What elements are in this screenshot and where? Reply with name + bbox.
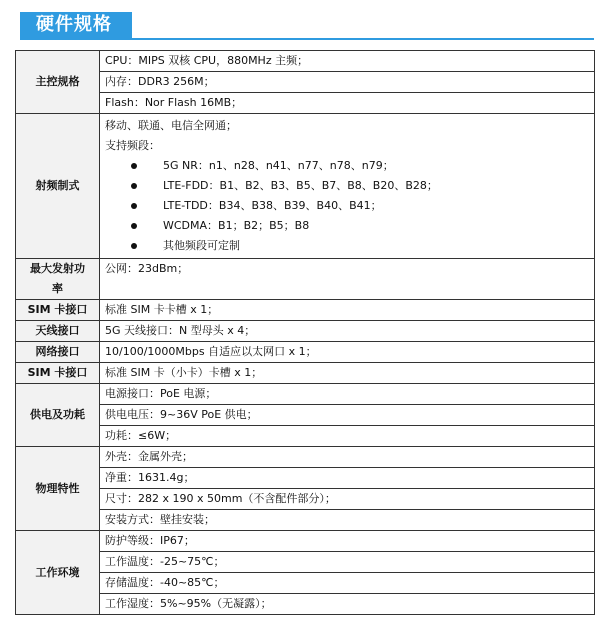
spec-value: 尺寸：282 x 190 x 50mm（不含配件部分）； xyxy=(100,489,595,510)
spec-value: 安装方式：壁挂安装； xyxy=(100,510,595,531)
row-label-env: 工作环境 xyxy=(16,531,100,615)
spec-value: 电源接口：PoE 电源； xyxy=(100,384,595,405)
spec-value: Flash：Nor Flash 16MB； xyxy=(100,93,595,114)
table-row xyxy=(16,573,595,594)
bullet-icon xyxy=(131,203,137,209)
row-label-rf: 射频制式 xyxy=(16,114,100,259)
spec-value: 外壳：金属外壳； xyxy=(100,447,595,468)
spec-value: 内存：DDR3 256M； xyxy=(100,72,595,93)
spec-value: 工作湿度：5%~95%（无凝露）； xyxy=(100,594,595,615)
spec-value: 功耗：≤6W； xyxy=(100,426,595,447)
list-item xyxy=(105,216,589,236)
table-row xyxy=(16,405,595,426)
spec-value: 10/100/1000Mbps 自适应以太网口 x 1； xyxy=(100,342,595,363)
header-underline xyxy=(20,38,594,40)
row-label-physical: 物理特性 xyxy=(16,447,100,531)
band-text: 5G NR：n1、n28、n41、n77、n78、n79； xyxy=(163,159,394,172)
row-label-sim1: SIM 卡接口 xyxy=(16,300,100,321)
rf-cell xyxy=(100,114,595,259)
band-text: LTE-TDD：B34、B38、B39、B40、B41； xyxy=(163,199,382,212)
table-row xyxy=(16,342,595,363)
row-label-sim2: SIM 卡接口 xyxy=(16,363,100,384)
rf-intro: 移动、联通、电信全网通； xyxy=(105,119,237,132)
spec-value: 存储温度：-40~85℃； xyxy=(100,573,595,594)
bullet-icon xyxy=(131,243,137,249)
section-title: 硬件规格 xyxy=(20,12,132,38)
table-row xyxy=(16,51,595,72)
row-label-network: 网络接口 xyxy=(16,342,100,363)
spec-table xyxy=(15,50,595,615)
table-row xyxy=(16,489,595,510)
table-row xyxy=(16,93,595,114)
table-row xyxy=(16,114,595,259)
list-item xyxy=(105,176,589,196)
spec-value: 标准 SIM 卡（小卡）卡槽 x 1； xyxy=(100,363,595,384)
table-row xyxy=(16,72,595,93)
table-row xyxy=(16,447,595,468)
table-row xyxy=(16,510,595,531)
spec-value: 5G 天线接口：N 型母头 x 4； xyxy=(100,321,595,342)
table-row xyxy=(16,531,595,552)
table-row xyxy=(16,363,595,384)
spec-value: CPU：MIPS 双核 CPU，880MHz 主频； xyxy=(100,51,595,72)
bullet-icon xyxy=(131,223,137,229)
bullet-icon xyxy=(131,183,137,189)
row-label-main: 主控规格 xyxy=(16,51,100,114)
table-row xyxy=(16,321,595,342)
spec-value: 防护等级：IP67； xyxy=(100,531,595,552)
table-row xyxy=(16,300,595,321)
list-item xyxy=(105,156,589,176)
rf-bands-title: 支持频段： xyxy=(105,139,160,152)
spec-value: 净重：1631.4g； xyxy=(100,468,595,489)
table-row xyxy=(16,468,595,489)
row-label-antenna: 天线接口 xyxy=(16,321,100,342)
band-text: WCDMA：B1；B2；B5；B8 xyxy=(163,219,310,232)
section-header xyxy=(20,12,132,38)
band-text: 其他频段可定制 xyxy=(163,239,240,252)
spec-value: 公网：23dBm； xyxy=(100,259,595,300)
table-row xyxy=(16,426,595,447)
band-text: LTE-FDD：B1、B2、B3、B5、B7、B8、B20、B28； xyxy=(163,179,438,192)
list-item xyxy=(105,196,589,216)
row-label-power-tx: 最大发射功率 xyxy=(16,259,100,300)
table-row xyxy=(16,552,595,573)
row-label-supply: 供电及功耗 xyxy=(16,384,100,447)
table-row xyxy=(16,384,595,405)
table-row xyxy=(16,594,595,615)
table-row xyxy=(16,259,595,300)
spec-value: 工作温度：-25~75℃； xyxy=(100,552,595,573)
spec-value: 标准 SIM 卡卡槽 x 1； xyxy=(100,300,595,321)
bullet-icon xyxy=(131,163,137,169)
list-item xyxy=(105,236,589,256)
spec-value: 供电电压：9~36V PoE 供电； xyxy=(100,405,595,426)
